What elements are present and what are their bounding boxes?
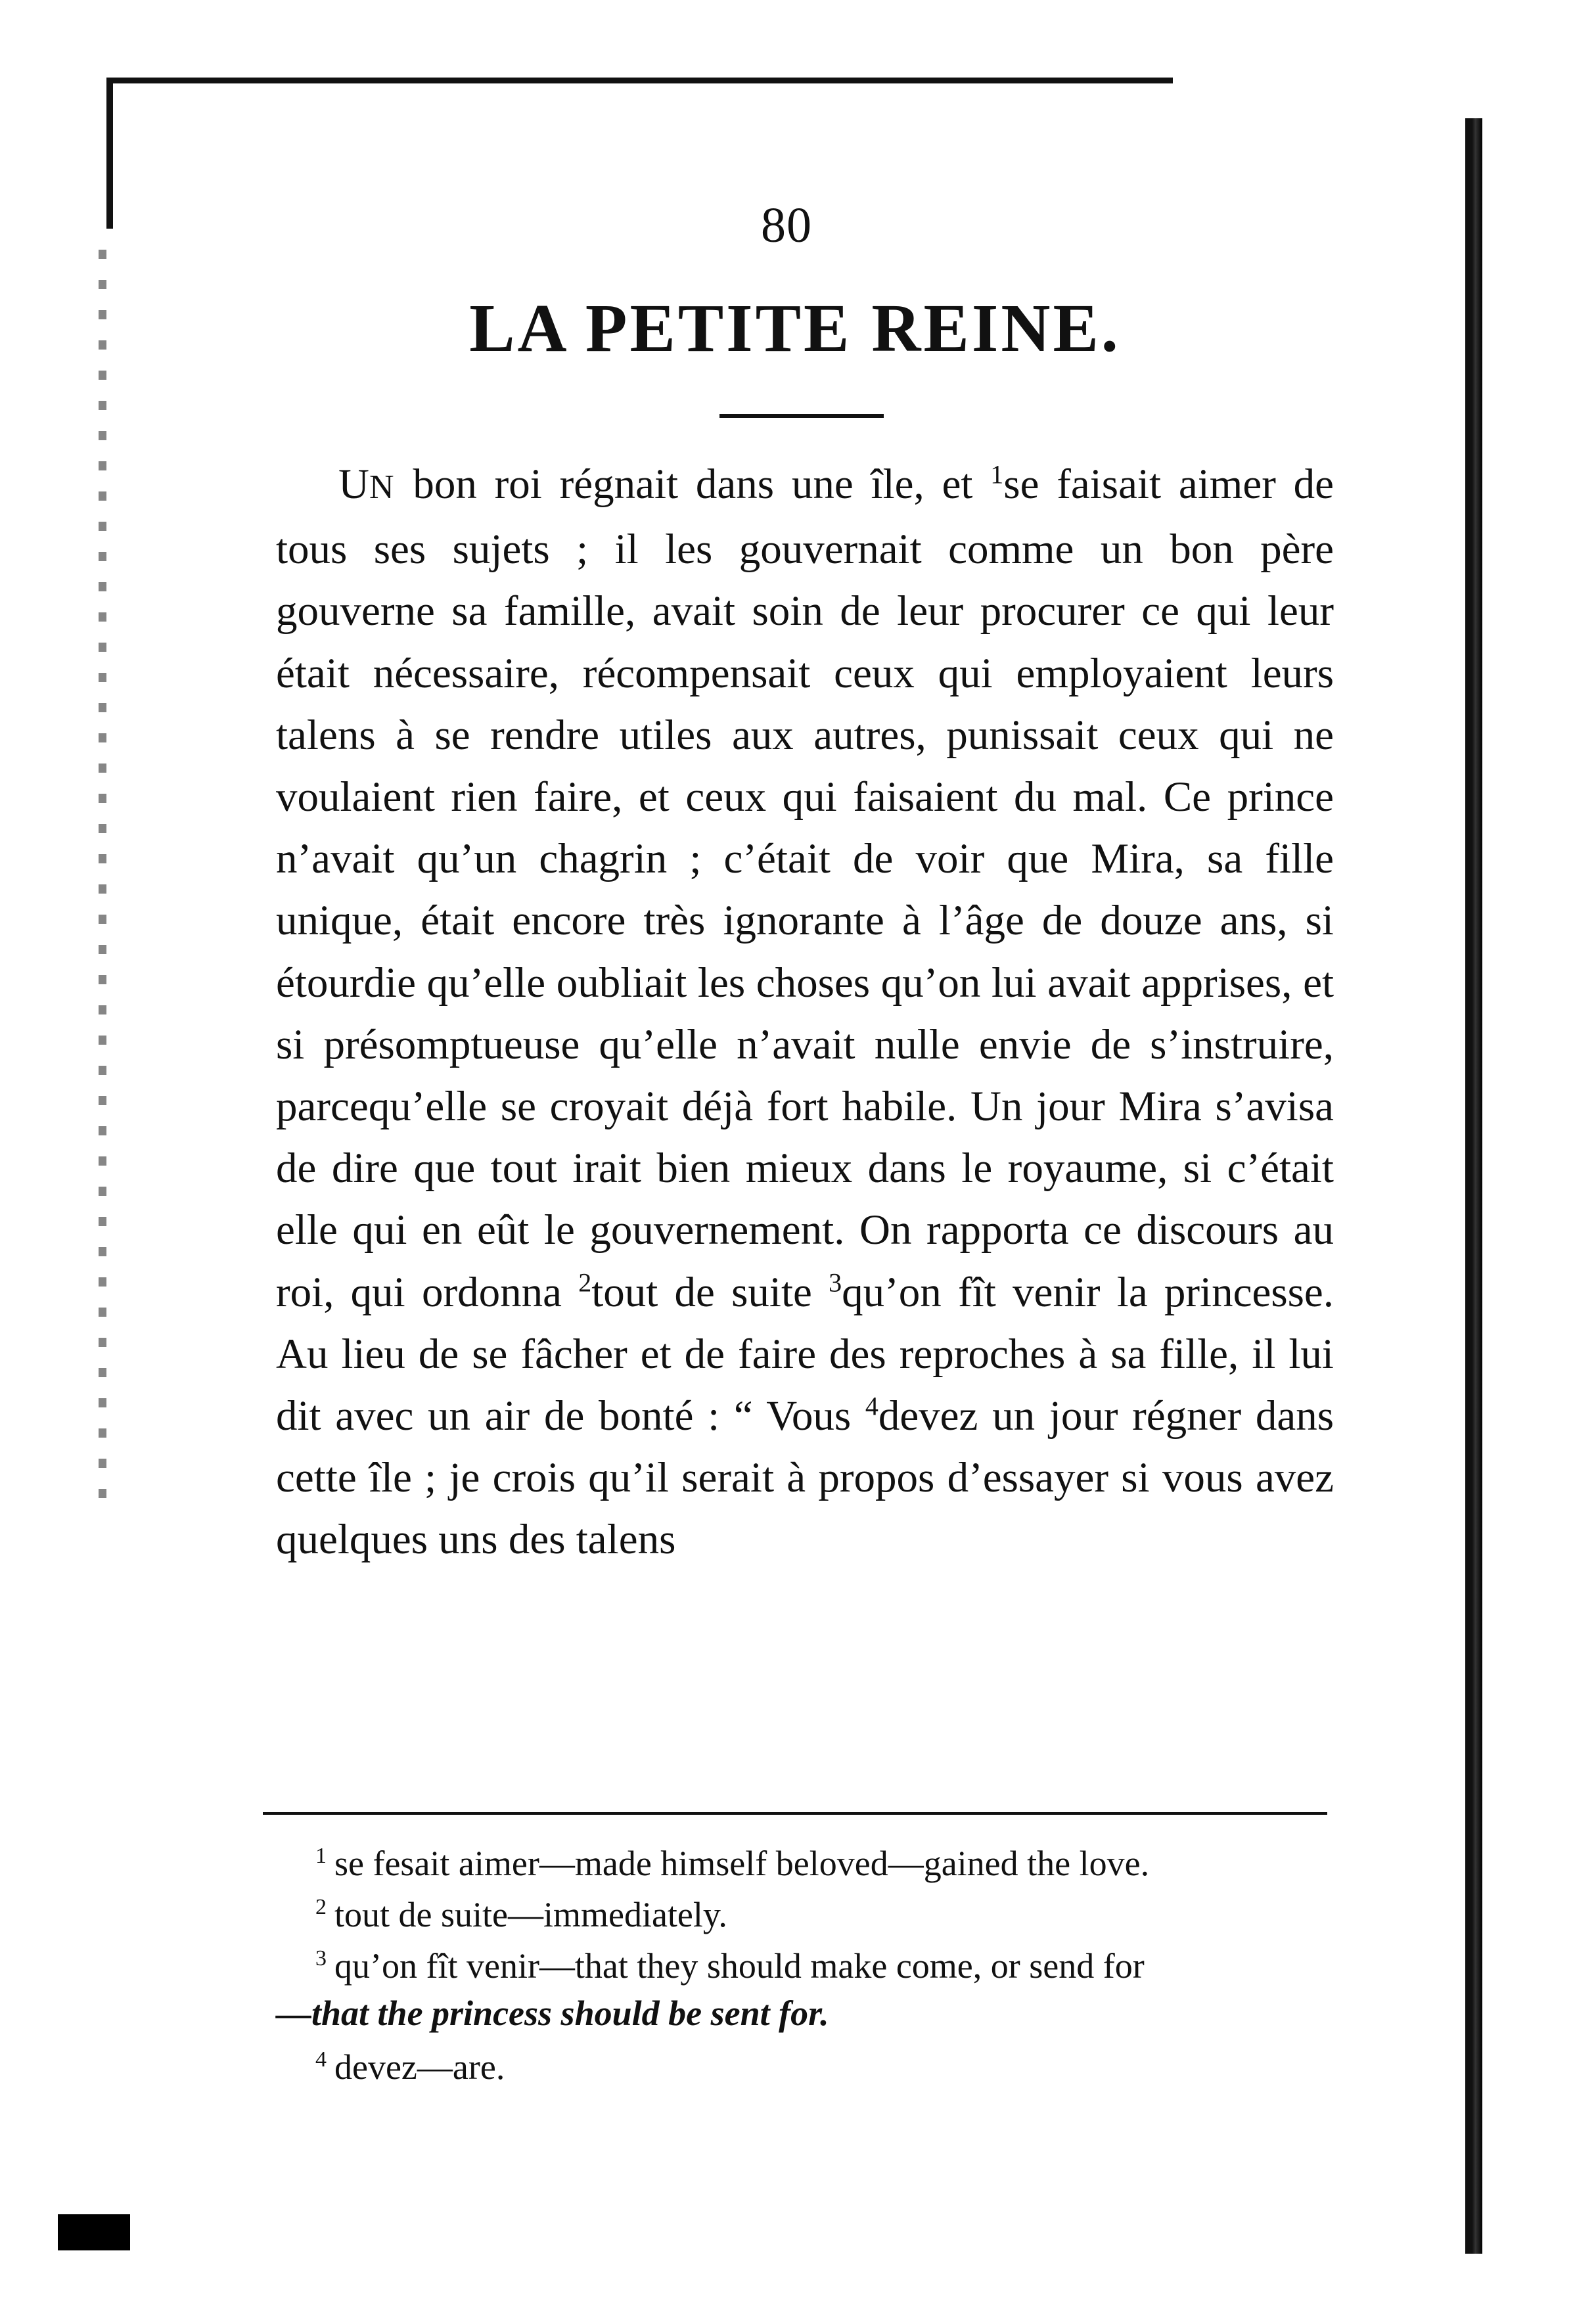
scan-corner-blot bbox=[58, 2214, 130, 2250]
footnote-number: 4 bbox=[315, 2047, 327, 2072]
footnote-number: 2 bbox=[315, 1895, 327, 1919]
body-text-segment: se faisait aimer de tous ses sujets ; il les gouvernait comme un bon père gouverne sa famille, avait soin de leur procurer ce qui leur était nécessaire, récompensait ceux qui employaient leurs talens à se rendre utiles aux autres, punissait ceux qui ne voulaient rien faire, et ceux qui faisaient du mal. Ce prince n’avait qu’un chagrin ; c’était de voir que Mira, sa fille unique, était encore très ignorante à l’âge de douze ans, si étourdie qu’elle oubliait les choses qu’on lui avait apprises, et si présomptueuse qu’elle n’avait nulle envie de s’instruire, parcequ’elle se croyait déjà fort habile. Un jour Mira s’avisa de dire que tout irait bien mieux dans le royaume, si c’était elle qui en eût le gouvernement. On rapporta ce discours au roi, qui ordonna bbox=[276, 461, 1334, 1316]
scan-top-border bbox=[108, 78, 1173, 83]
footnote-4 bbox=[276, 2043, 1340, 2091]
body-paragraph bbox=[276, 453, 1334, 1571]
body-text-segment: devez un jour régner dans cette île ; je crois qu’il serait à propos d’essayer si vous avez quelques uns des talens bbox=[276, 1392, 1334, 1564]
footnote-number: 3 bbox=[315, 1946, 327, 1971]
scan-right-border bbox=[1465, 118, 1482, 2254]
title-divider bbox=[719, 414, 884, 418]
footnote-text: devez—are. bbox=[334, 2047, 505, 2087]
body-text-segment: qu’on fît venir la princesse. Au lieu de se fâcher et de faire des reproches à sa fille, il lui dit avec un air de bonté : “ Vous bbox=[276, 1268, 1334, 1440]
footnote-text: se fesait aimer—made himself beloved—gained the love. bbox=[334, 1844, 1150, 1883]
footnote-3 bbox=[276, 1942, 1340, 1990]
footnote-text: qu’on fît venir—that they should make come, or send for bbox=[334, 1946, 1145, 1986]
footnote-number: 1 bbox=[315, 1844, 327, 1868]
footnote-ref-1: 1 bbox=[990, 459, 1004, 490]
chapter-title: LA PETITE REINE. bbox=[469, 290, 1121, 366]
small-cap-letter: N bbox=[369, 468, 396, 506]
footnotes bbox=[276, 1840, 1340, 2095]
footnote-ref-3: 3 bbox=[829, 1267, 842, 1297]
footnote-divider bbox=[263, 1812, 1327, 1815]
footnote-3-continuation: —that the princess should be sent for. bbox=[276, 1994, 829, 2033]
body-text-segment: bon roi régnait dans une île, et bbox=[395, 461, 991, 508]
footnote-2 bbox=[276, 1891, 1340, 1938]
footnote-ref-4: 4 bbox=[865, 1391, 878, 1421]
footnote-1 bbox=[276, 1840, 1340, 1887]
footnote-text: tout de suite—immediately. bbox=[334, 1895, 727, 1934]
body-text-segment: tout de suite bbox=[591, 1268, 829, 1316]
footnote-ref-2: 2 bbox=[578, 1267, 592, 1297]
page-number: 80 bbox=[761, 198, 812, 253]
scan-left-speckle bbox=[99, 250, 106, 1498]
drop-letter: U bbox=[338, 461, 369, 508]
